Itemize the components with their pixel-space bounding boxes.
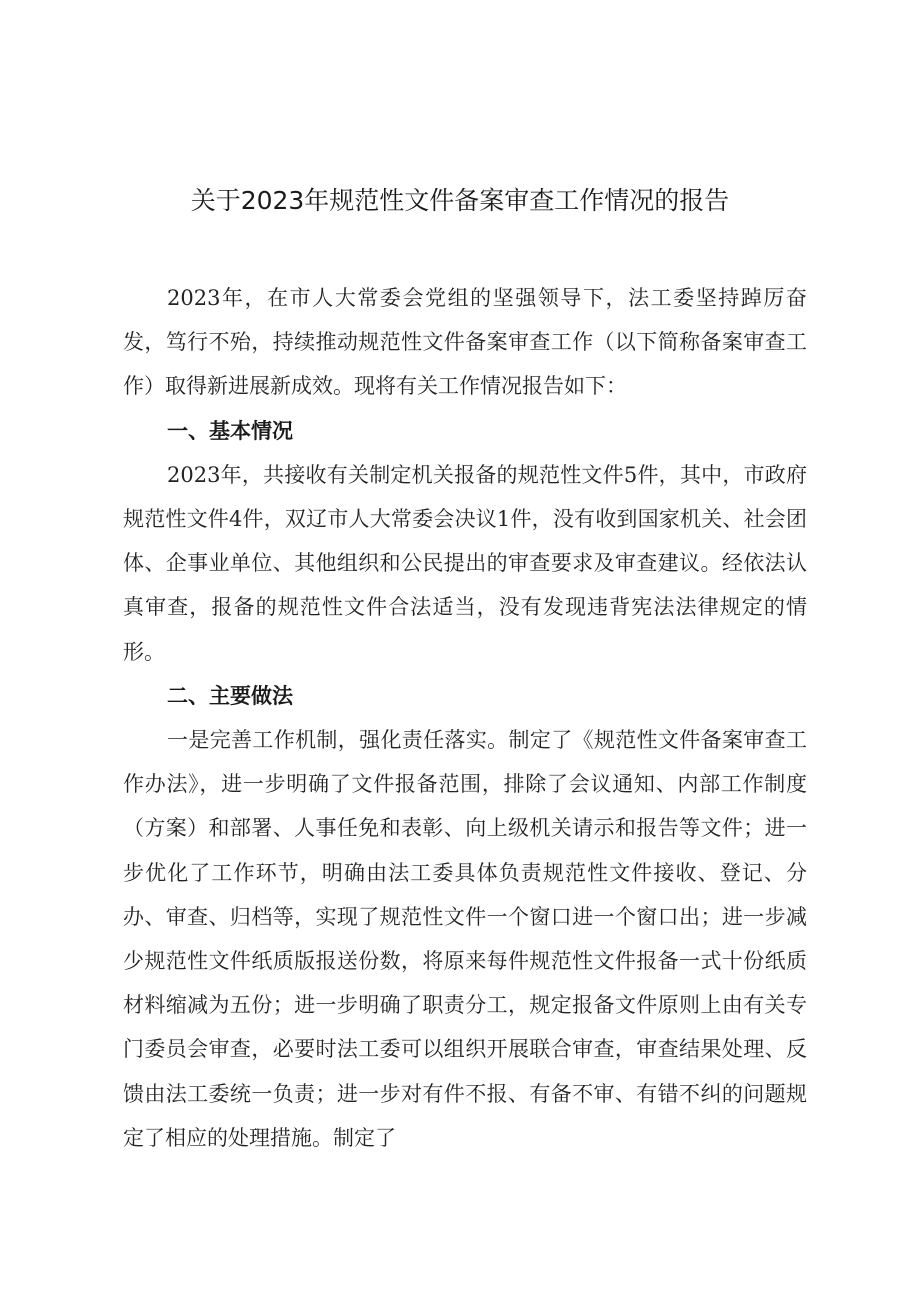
document-body [123,276,807,1160]
section-paragraph-basic: 2023年，共接收有关制定机关报备的规范性文件5件，其中，市政府规范性文件4件，双辽市人大常委会决议1件，没有收到国家机关、社会团体、企事业单位、其他组织和公民提出的审查要求及审查建议。经依法认真审查，报备的规范性文件合法适当，没有发现违背宪法法律规定的情形。 [123,462,807,664]
section-paragraph-practices: 一是完善工作机制，强化责任落实。制定了《规范性文件备案审查工作办法》，进一步明确了文件报备范围，排除了会议通知、内部工作制度（方案）和部署、人事任免和表彰、向上级机关请示和报告等文件；进一步优化了工作环节，明确由法工委具体负责规范性文件接收、登记、分办、审查、归档等，实现了规范性文件一个窗口进一个窗口出；进一步减少规范性文件纸质版报送份数，将原来每件规范性文件报备一式十份纸质材料缩减为五份；进一步明确了职责分工，规定报备文件原则上由有关专门委员会审查，必要时法工委可以组织开展联合审查，审查结果处理、反馈由法工委统一负责；进一步对有件不报、有备不审、有错不纠的问题规定了相应的处理措施。制定了 [123,728,807,1150]
intro-paragraph: 2023年，在市人大常委会党组的坚强领导下，法工委坚持踔厉奋发，笃行不殆，持续推动规范性文件备案审查工作（以下简称备案审查工作）取得新进展新成效。现将有关工作情况报告如下： [123,286,807,399]
section-heading-basic: 一、基本情况 [167,418,293,443]
document-title: 关于2023年规范性文件备案审查工作情况的报告 [190,186,730,215]
section-heading-practices: 二、主要做法 [167,683,293,708]
